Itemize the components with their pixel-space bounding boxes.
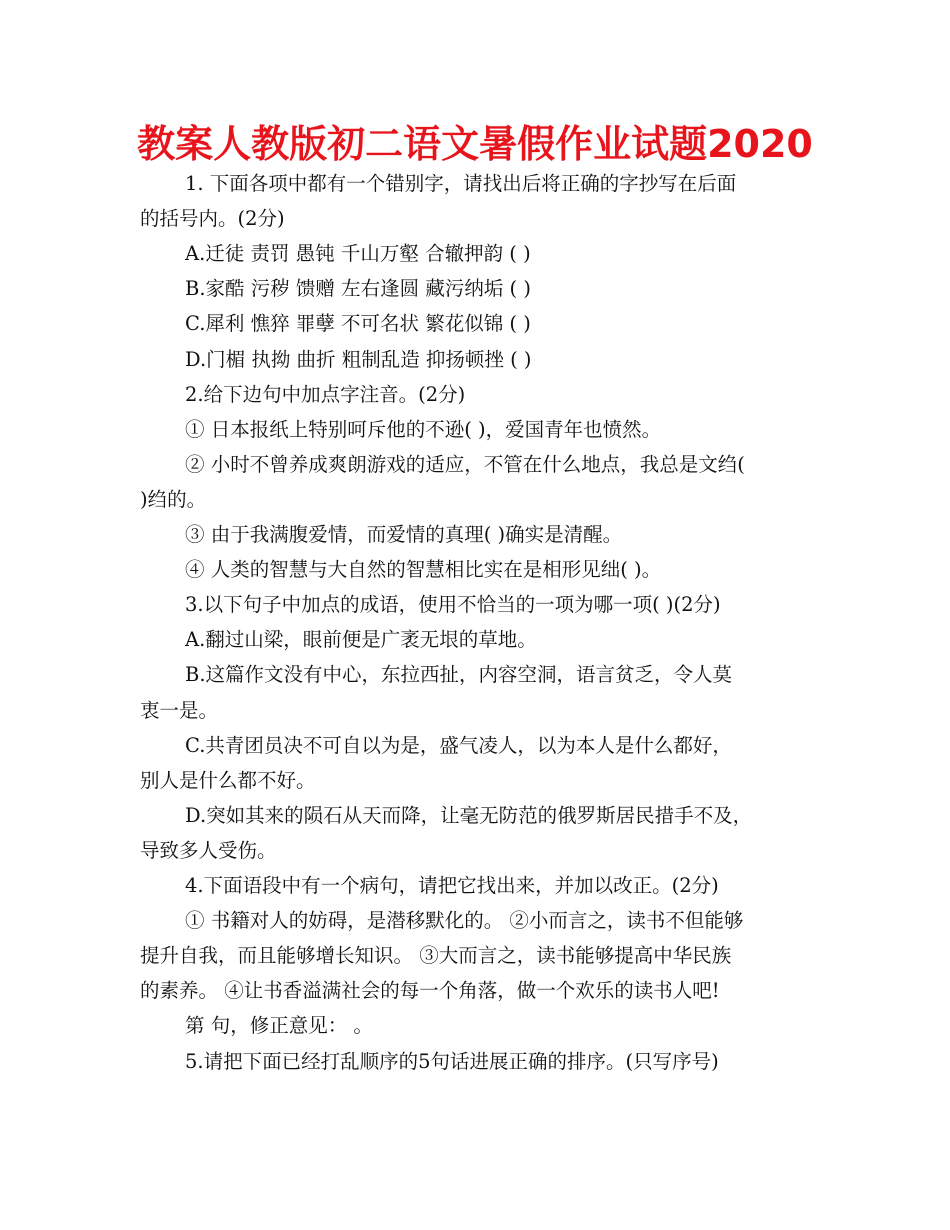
document-line: 的括号内。(2分): [140, 207, 285, 231]
document-line: 5.请把下面已经打乱顺序的5句话进展正确的排序。(只写序号): [185, 1049, 719, 1073]
document-line: 1. 下面各项中都有一个错别字，请找出后将正确的字抄写在后面: [185, 172, 737, 195]
document-line: ① 日本报纸上特别呵斥他的不逊( )，爱国青年也愤然。: [185, 417, 662, 441]
document-line: 提升自我，而且能够增长知识。 ③大而言之，读书能够提高中华民族: [140, 944, 732, 968]
document-line: ① 书籍对人的妨碍，是潜移默化的。 ②小而言之，读书不但能够: [185, 909, 744, 933]
document-line: D.突如其来的陨石从天而降，让毫无防范的俄罗斯居民措手不及，: [185, 803, 753, 827]
document-line: ③ 由于我满腹爱情，而爱情的真理( )确实是清醒。: [185, 523, 623, 546]
document-line: 第 句，修正意见： 。: [185, 1014, 373, 1038]
document-line: ② 小时不曾养成爽朗游戏的适应，不管在什么地点，我总是文绉(: [185, 452, 745, 476]
document-line: ④ 人类的智慧与大自然的智慧相比实在是相形见绌( )。: [185, 558, 662, 582]
document-line: 的素养。 ④让书香溢满社会的每一个角落，做一个欢乐的读书人吧!: [140, 979, 720, 1003]
document-title: 教案人教版初二语文暑假作业试题2020: [137, 122, 813, 166]
document-line: 衷一是。: [140, 698, 219, 722]
document-line: 3.以下句子中加点的成语，使用不恰当的一项为哪一项( )(2分): [185, 593, 721, 617]
document-line: A.翻过山梁，眼前便是广袤无垠的草地。: [185, 628, 537, 652]
document-line: 4.下面语段中有一个病句，请把它找出来，并加以改正。(2分): [185, 874, 719, 897]
document-line: D.门楣 执拗 曲折 粗制乱造 抑扬顿挫 ( ): [185, 347, 532, 371]
document-line: 2.给下边句中加点字注音。(2分): [185, 382, 466, 406]
document-line: B.家酷 污秽 馈赠 左右逢圆 藏污纳垢 ( ): [185, 277, 531, 301]
document-line: C.犀利 憔猝 罪孽 不可名状 繁花似锦 ( ): [185, 312, 531, 336]
document-line: )绉的。: [140, 487, 207, 511]
document-line: B.这篇作文没有中心，东拉西扯，内容空洞，语言贫乏，令人莫: [185, 663, 733, 687]
document-line: C.共青团员决不可自以为是，盛气凌人，以为本人是什么都好，: [185, 733, 732, 757]
document-line: 别人是什么都不好。: [140, 768, 316, 792]
document-line: 导致多人受伤。: [140, 838, 277, 862]
document-line: A.迁徒 责罚 愚钝 千山万壑 合辙押韵 ( ): [185, 242, 531, 266]
